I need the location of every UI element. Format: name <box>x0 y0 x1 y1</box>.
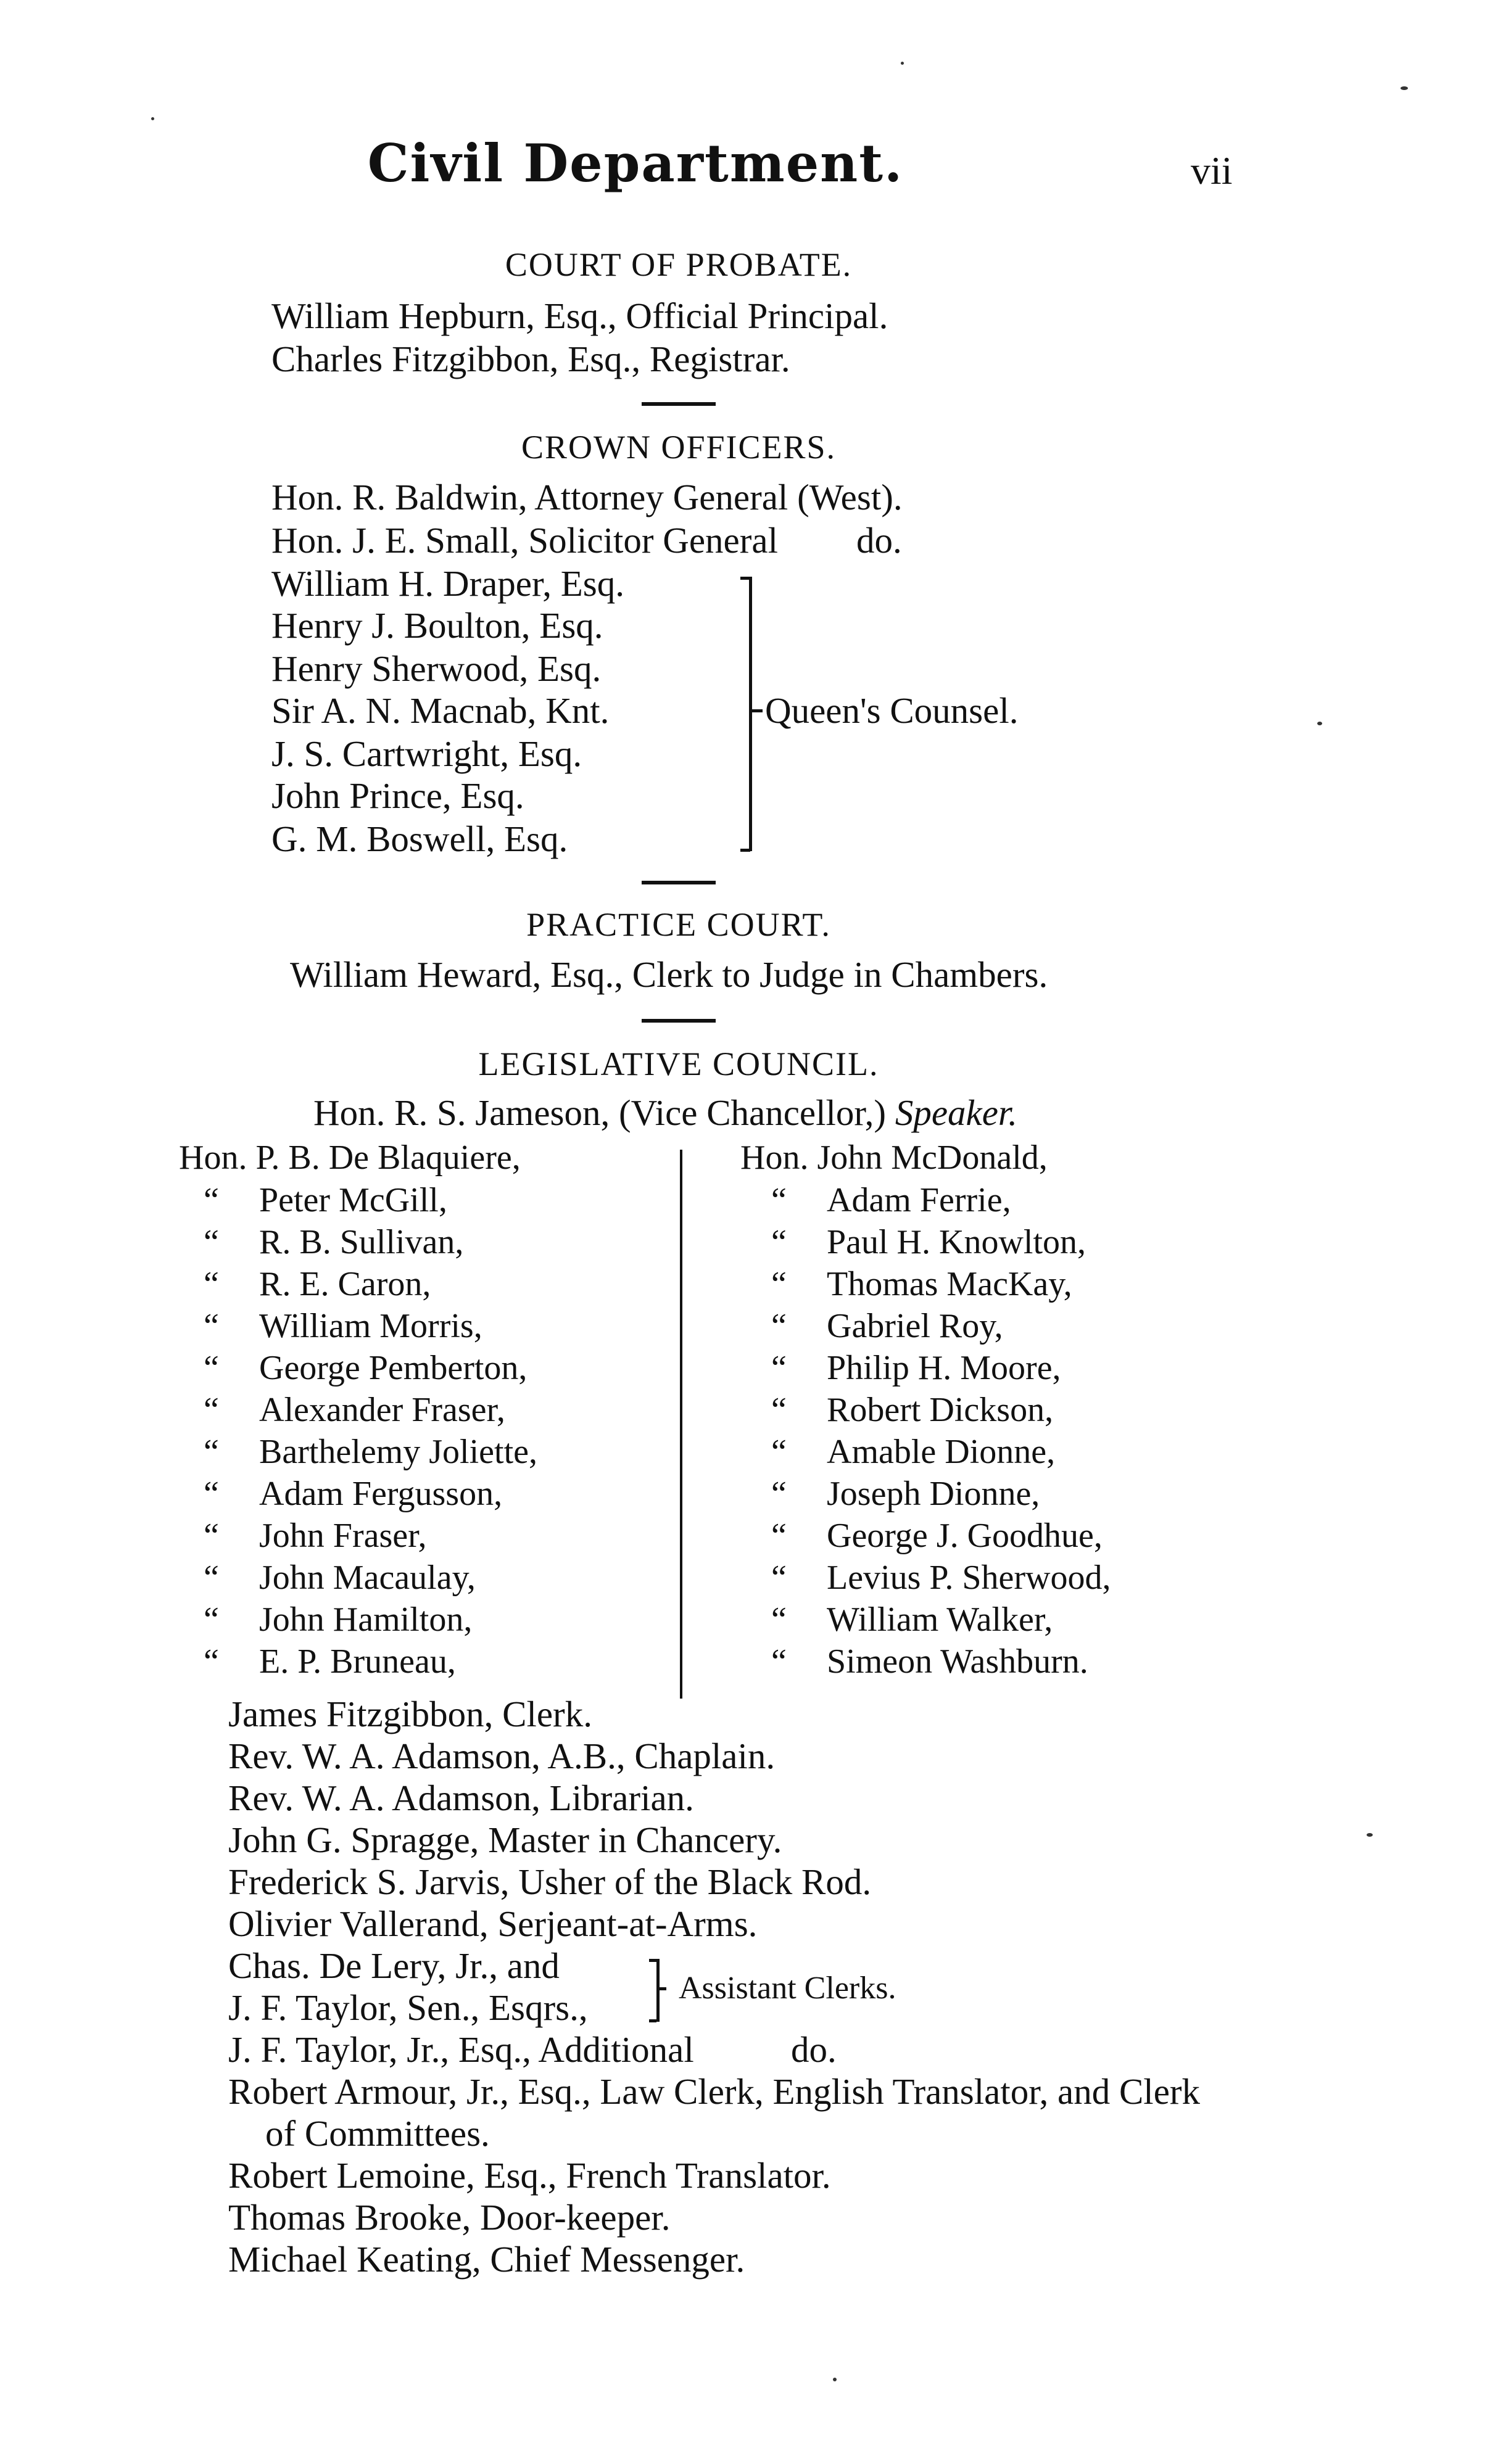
assistant-clerk: J. F. Taylor, Sen., Esqrs., <box>228 1987 588 2028</box>
council-member-right <box>740 1138 1048 1177</box>
ditto-do: do. <box>856 520 902 561</box>
council-member-left: “ William Morris, <box>204 1307 482 1345</box>
section-heading-crown-officers: CROWN OFFICERS. <box>521 429 837 466</box>
member-name: Adam Ferrie, <box>827 1181 1011 1219</box>
additional-clerk: J. F. Taylor, Jr., Esq., Additional <box>228 2029 694 2070</box>
member-name: Paul H. Knowlton, <box>827 1223 1086 1261</box>
speaker-title: Speaker. <box>895 1092 1018 1133</box>
member-name: P. B. De Blaquiere, <box>255 1139 521 1177</box>
council-member-right: “ Amable Dionne, <box>771 1433 1056 1471</box>
council-member-left: “ John Fraser, <box>204 1517 427 1555</box>
counsel-name: G. M. Boswell, Esq. <box>271 818 568 859</box>
council-member-right: “ Paul H. Knowlton, <box>771 1223 1086 1261</box>
council-member-right: “ Thomas MacKay, <box>771 1265 1072 1303</box>
council-member-right: “ Gabriel Roy, <box>771 1307 1003 1345</box>
council-officer: Thomas Brooke, Door-keeper. <box>228 2197 671 2238</box>
council-member-right: “ Robert Dickson, <box>771 1391 1054 1429</box>
member-name: George J. Goodhue, <box>827 1517 1103 1555</box>
council-member-right: “ William Walker, <box>771 1601 1053 1639</box>
counsel-label: Queen's Counsel. <box>765 690 1019 731</box>
council-member-left: “ John Hamilton, <box>204 1601 473 1639</box>
member-name: Philip H. Moore, <box>827 1349 1061 1387</box>
member-name: R. B. Sullivan, <box>259 1223 464 1261</box>
member-name: William Walker, <box>827 1601 1053 1639</box>
assistant-clerks-label: Assistant Clerks. <box>679 1971 896 2006</box>
member-name: Levius P. Sherwood, <box>827 1559 1111 1597</box>
scan-speck <box>1317 722 1322 725</box>
council-officer: Rev. W. A. Adamson, A.B., Chaplain. <box>228 1736 776 1776</box>
member-name: Simeon Washburn. <box>827 1642 1088 1681</box>
speaker-name: Hon. R. S. Jameson, (Vice Chancellor,) <box>313 1092 887 1133</box>
council-member-right: “ Adam Ferrie, <box>771 1181 1011 1219</box>
council-member-left <box>179 1138 521 1177</box>
council-member-right: “ George J. Goodhue, <box>771 1517 1103 1555</box>
ditto-do: do. <box>791 2029 837 2070</box>
member-name: Joseph Dionne, <box>827 1475 1040 1513</box>
member-name: John McDonald, <box>817 1139 1048 1177</box>
assistant-clerk: Chas. De Lery, Jr., and <box>228 1945 560 1986</box>
speaker-line <box>313 1092 1017 1134</box>
hon-prefix: Hon. <box>179 1139 247 1177</box>
member-name: R. E. Caron, <box>259 1265 431 1303</box>
member-name: E. P. Bruneau, <box>259 1642 456 1681</box>
law-clerk-line-continued: of Committees. <box>265 2113 490 2154</box>
council-member-right: “ Joseph Dionne, <box>771 1475 1040 1513</box>
column-divider <box>680 1150 682 1699</box>
section-rule <box>642 881 716 884</box>
running-title: Civil Department. <box>367 133 904 194</box>
council-officer: Olivier Vallerand, Serjeant-at-Arms. <box>228 1903 758 1944</box>
member-name: Thomas MacKay, <box>827 1265 1072 1303</box>
section-heading-legislative-council: LEGISLATIVE COUNCIL. <box>478 1045 879 1082</box>
council-member-left: “ Alexander Fraser, <box>204 1391 505 1429</box>
scan-speck <box>901 62 904 65</box>
section-rule <box>642 1019 716 1023</box>
council-member-left: “ George Pemberton, <box>204 1349 528 1387</box>
practice-court-line: William Heward, Esq., Clerk to Judge in Chambers. <box>290 954 1048 995</box>
crown-officer-line: Hon. J. E. Small, Solicitor General <box>271 520 778 561</box>
counsel-name: J. S. Cartwright, Esq. <box>271 733 582 774</box>
counsel-name: Henry J. Boulton, Esq. <box>271 605 603 646</box>
council-officer: John G. Spragge, Master in Chancery. <box>228 1819 782 1860</box>
counsel-name: William H. Draper, Esq. <box>271 563 624 604</box>
council-officer: Frederick S. Jarvis, Usher of the Black Rod. <box>228 1861 872 1902</box>
member-name: Gabriel Roy, <box>827 1307 1003 1345</box>
council-member-left: “ Barthelemy Joliette, <box>204 1433 537 1471</box>
page-number: vii <box>1191 149 1233 192</box>
scan-speck <box>833 2378 837 2381</box>
council-officer: Michael Keating, Chief Messenger. <box>228 2239 745 2280</box>
scan-speck <box>151 117 154 120</box>
probate-line: William Hepburn, Esq., Official Principal. <box>271 295 888 336</box>
council-member-left: “ Peter McGill, <box>204 1181 447 1219</box>
member-name: Adam Fergusson, <box>259 1475 503 1513</box>
member-name: William Morris, <box>259 1307 482 1345</box>
council-member-left: “ R. B. Sullivan, <box>204 1223 464 1261</box>
council-officer: Rev. W. A. Adamson, Librarian. <box>228 1778 694 1818</box>
member-name: George Pemberton, <box>259 1349 528 1387</box>
member-name: John Hamilton, <box>259 1601 473 1639</box>
council-officer: Robert Lemoine, Esq., French Translator. <box>228 2155 831 2196</box>
member-name: John Fraser, <box>259 1517 427 1555</box>
council-member-right: “ Philip H. Moore, <box>771 1349 1061 1387</box>
section-heading-practice-court: PRACTICE COURT. <box>526 906 831 943</box>
council-officer: James Fitzgibbon, Clerk. <box>228 1694 592 1734</box>
council-member-right: “ Levius P. Sherwood, <box>771 1559 1111 1597</box>
member-name: Robert Dickson, <box>827 1391 1054 1429</box>
council-member-left: “ John Macaulay, <box>204 1559 476 1597</box>
counsel-name: John Prince, Esq. <box>271 775 524 816</box>
member-name: Barthelemy Joliette, <box>259 1433 537 1471</box>
law-clerk-line: Robert Armour, Jr., Esq., Law Clerk, English Translator, and Clerk <box>228 2071 1201 2112</box>
probate-line: Charles Fitzgibbon, Esq., Registrar. <box>271 339 790 379</box>
section-heading-court-of-probate: COURT OF PROBATE. <box>505 246 853 283</box>
council-member-left: “ Adam Fergusson, <box>204 1475 503 1513</box>
scan-speck <box>1367 1833 1373 1837</box>
council-member-right: “ Simeon Washburn. <box>771 1642 1088 1681</box>
council-member-left: “ E. P. Bruneau, <box>204 1642 456 1681</box>
counsel-name: Henry Sherwood, Esq. <box>271 648 602 689</box>
council-member-left: “ R. E. Caron, <box>204 1265 431 1303</box>
scan-speck <box>1401 86 1408 90</box>
member-name: Alexander Fraser, <box>259 1391 505 1429</box>
member-name: Peter McGill, <box>259 1181 447 1219</box>
hon-prefix: Hon. <box>740 1139 809 1177</box>
member-name: Amable Dionne, <box>827 1433 1056 1471</box>
crown-officer-line: Hon. R. Baldwin, Attorney General (West). <box>271 477 903 517</box>
member-name: John Macaulay, <box>259 1559 476 1597</box>
counsel-name: Sir A. N. Macnab, Knt. <box>271 690 610 731</box>
section-rule <box>642 402 716 406</box>
